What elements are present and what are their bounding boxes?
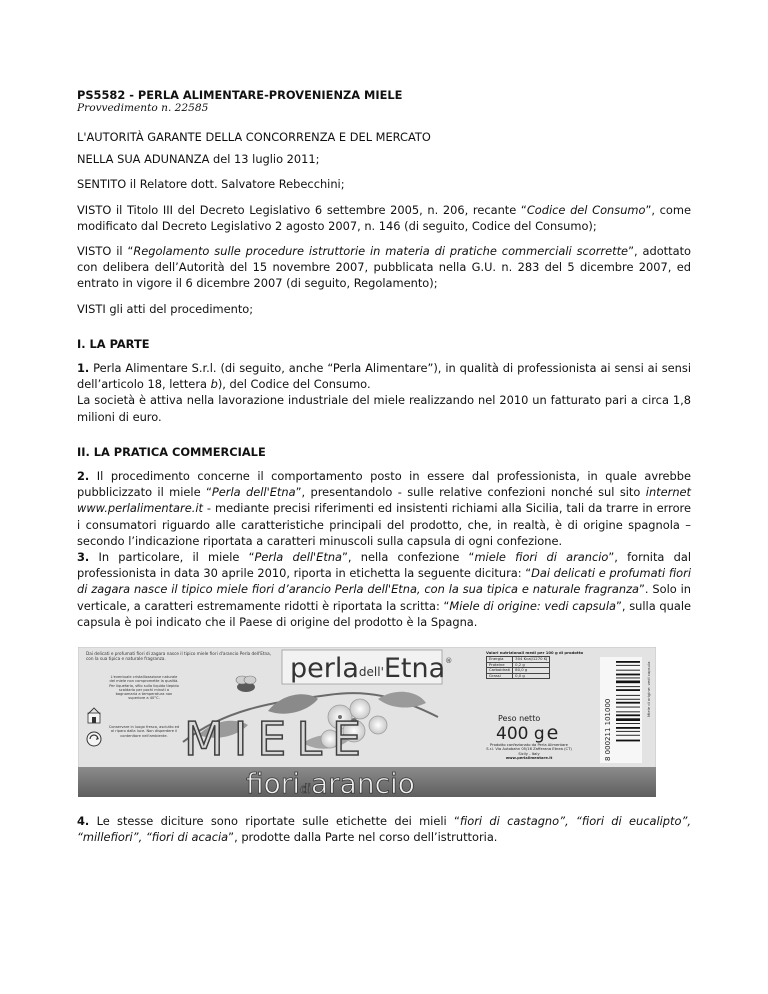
authority-line: L'AUTORITÀ GARANTE DELLA CONCORRENZA E DEL MERCATO	[77, 130, 431, 144]
section-heading-parte: I. LA PARTE	[77, 336, 150, 351]
barcode-bar	[616, 727, 640, 729]
barcode-bar	[616, 665, 640, 666]
nutrition-row: Proteine 0,2 g	[487, 662, 550, 667]
producer-website: www.perlalimentare.it	[505, 756, 553, 761]
visti-line: VISTI gli atti del procedimento;	[77, 301, 254, 316]
document-title: PS5582 - PERLA ALIMENTARE-PROVENIENZA MIELE	[77, 88, 403, 102]
paragraph-4: 4. Le stesse diciture sono riportate sulle etichette dei mieli “fiori di castagno”, “fiori di eucalipto”, “millefiori”, “fiori di acacia”, prodotte dalla Parte nel corso dell’istruttoria.	[77, 814, 691, 845]
barcode-bar	[616, 699, 640, 700]
visto-codice-paragraph: VISTO il Titolo III del Decreto Legislativo 6 settembre 2005, n. 206, recante “Codice del Consumo”, come modificato dal Decreto Legislativo 2 agosto 2007, n. 146 (di seguito, Codice del Consumo);	[77, 202, 692, 233]
barcode-bar	[616, 695, 640, 696]
barcode-bar	[616, 686, 640, 687]
section-heading-pratica: II. LA PRATICA COMMERCIALE	[77, 444, 266, 459]
brand-logo: perladell'Etna®	[290, 653, 453, 685]
honey-label-image	[78, 647, 656, 797]
nutrition-row: Energia 304 Kcal/1270 KJ	[487, 657, 550, 662]
barcode-bar	[616, 718, 640, 721]
recycle-icon	[87, 732, 101, 746]
vertical-origin-note: Miele di origine: vedi capsula	[646, 661, 651, 718]
label-tagline: Dai delicati e profumati fiori di zagara nasce il tipico miele fiori d'arancio Perla dell'Etna, con la sua tipica e naturale fragranza.	[86, 651, 272, 662]
nutrition-table	[486, 656, 550, 679]
nutrition-title: Valori nutrizionali medi per 100 g di prodotto	[486, 651, 584, 656]
barcode-bar	[616, 735, 640, 736]
meeting-line: NELLA SUA ADUNANZA del 13 luglio 2011;	[77, 152, 320, 167]
barcode-bar	[616, 681, 640, 684]
barcode-bar	[616, 661, 640, 663]
rapporteur-line: SENTITO il Relatore dott. Salvatore Rebecchini;	[77, 177, 345, 192]
paragraph-2: 2. Il procedimento concerne il comportamento posto in essere dal professionista, in quale avrebbe pubblicizzato il miele “Perla dell'Etna”, presentandolo - sulle relative confezioni nonché sul sito internet www.perlalimentare.it - mediante precisi riferimenti ed insistenti richiami alla Sicilia, tali da trarre in errore i consumatori riguardo alle caratteristiche principali del prodotto, che, in realtà, è di origine spagnola – secondo l’indicazione riportata a caratteri minuscoli sulla capsula di ogni confezione.	[77, 469, 692, 548]
producer-info: Prodotto confezionato da Perla Alimentare S.r.l. Via Autobahn 05/16 Zafferana Etnea (CT) Sicily - Italy	[486, 743, 572, 756]
barcode-bar	[616, 740, 640, 742]
paragraph-1: 1. Perla Alimentare S.r.l. (di seguito, anche “Perla Alimentare”), in qualità di professionista ai sensi ai sensi dell’articolo 18, lettera b), del Codice del Consumo.	[77, 361, 691, 392]
barcode-bar	[616, 707, 640, 708]
barcode-bar	[616, 689, 640, 691]
barcode-bar	[616, 702, 640, 704]
variety-name: fioridiarancio	[246, 767, 415, 798]
product-name: MIELE	[184, 712, 372, 767]
label-storage-note: Conservare in luogo fresco, asciutto ed al riparo dalla luce. Non disperdere il contenitore nell'ambiente.	[108, 725, 180, 738]
paragraph-3: 3. In particolare, il miele “Perla dell'Etna”, nella confezione “miele fiori di arancio”, fornita dal professionista in data 30 aprile 2010, riporta in etichetta la seguente dicitura: “Dai delicati e profumati fiori di zagara nasce il tipico miele fiori d’arancio Perla dell'Etna, con la sua tipica e naturale fragranza”. Solo in verticale, a caratteri estremamente ridotti è riportata la scritta: “Miele di origine: vedi capsula”, sulla quale capsula è poi indicato che il Paese di origine del prodotto è la Spagna.	[77, 550, 691, 629]
barcode-bar	[616, 731, 640, 732]
barcode-bar	[616, 711, 640, 712]
barcode-bar	[616, 714, 640, 716]
barcode-icon	[600, 657, 642, 763]
barcode-bar	[616, 670, 640, 671]
barcode-number: 8 000211 101000	[604, 698, 612, 762]
nutrition-row: Grassi 0,0 g	[487, 673, 550, 678]
net-weight-label: Peso netto	[498, 714, 541, 724]
bee-icon	[236, 676, 256, 692]
paragraph-1-continued: La società è attiva nella lavorazione industriale del miele realizzando nel 2010 un fatturato pari a circa 1,8 milioni di euro.	[77, 393, 691, 424]
barcode-bar	[616, 723, 640, 724]
visto-regolamento-paragraph: VISTO il “Regolamento sulle procedure istruttorie in materia di pratiche commerciali scorrette”, adottato con delibera dell’Autorità del 15 novembre 2007, pubblicata nella G.U. n. 283 del 5 dicembre 2007, ed entrato in vigore il 6 dicembre 2007 (di seguito, Regolamento);	[77, 244, 692, 291]
barcode-bar	[616, 674, 640, 676]
net-weight-value: 400 g e	[496, 722, 559, 745]
label-cristallization-note: L'eventuale cristallizzazione naturale del miele non compromette la qualità. Per liquefarlo, sfilo sulla liquido tiepido scaldarlo per pochi minuti a bagnomaria a temperatura non superiore a 40°C.	[109, 675, 179, 701]
barcode-bar	[616, 678, 640, 679]
document-body	[77, 88, 691, 845]
nutrition-row: Carboidrati 80,0 g	[487, 668, 550, 673]
honey-label-graphic	[78, 647, 656, 797]
document-subtitle: Provvedimento n. 22585	[77, 102, 209, 114]
